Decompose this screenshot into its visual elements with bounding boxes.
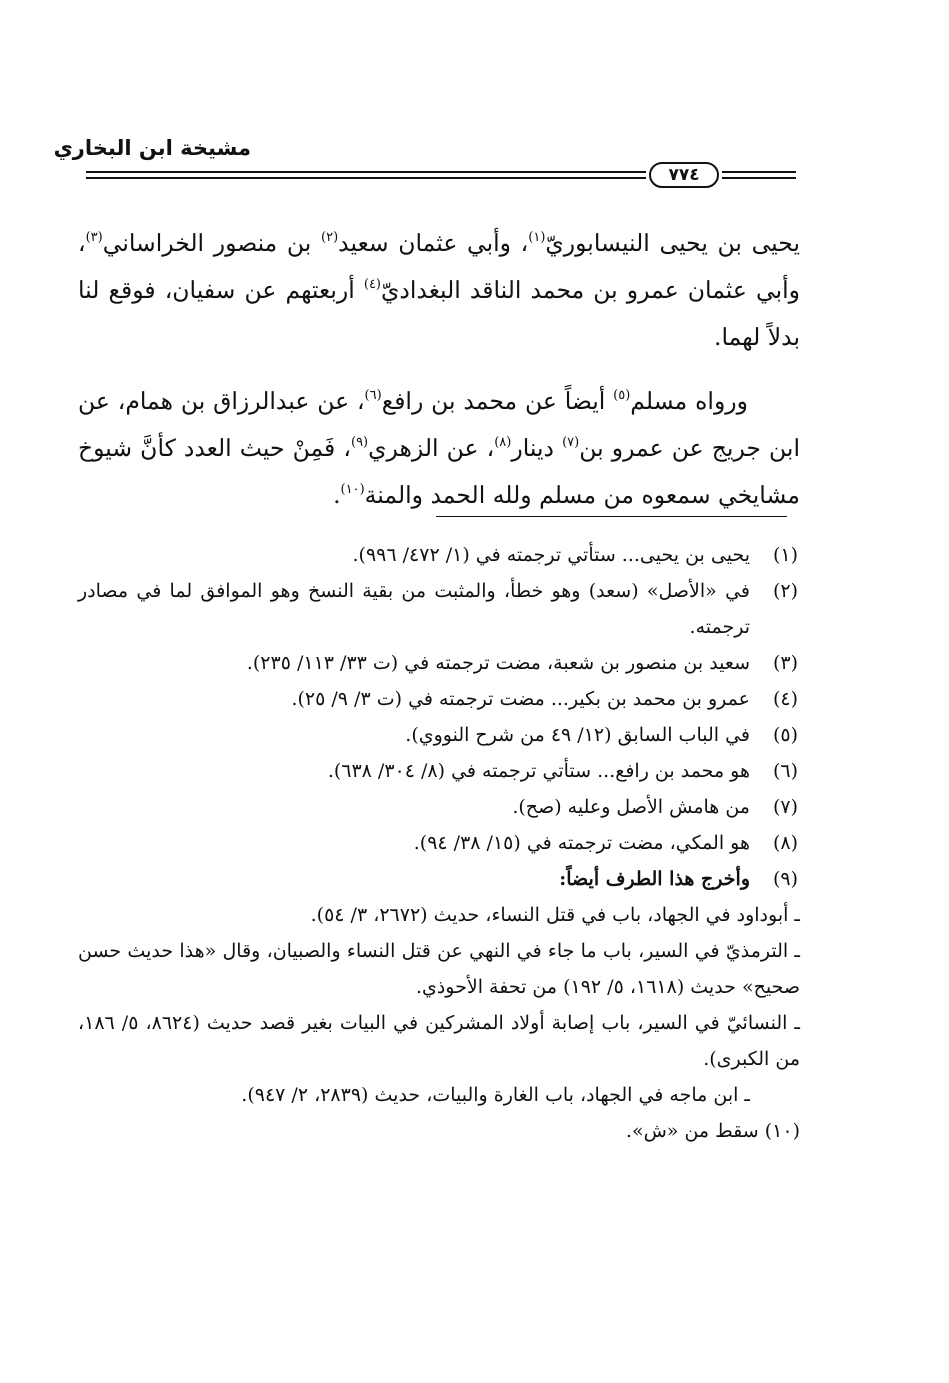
page-number: ٧٧٤ [649, 162, 719, 188]
footnote [78, 789, 800, 825]
footnote-sub-item: ـ أبوداود في الجهاد، باب في قتل النساء، حديث (٢٦٧٢، ٣/ ٥٤). [310, 904, 800, 926]
footnote-text: عمرو بن محمد بن بكير... مضت ترجمته في (ت ٣/ ٩/ ٢٥). [291, 688, 750, 710]
footnote-separator [436, 516, 787, 517]
footnote-ref: (٦) [364, 388, 382, 403]
footnote-ref: (٨) [494, 435, 512, 450]
footnote-number: (٩) [772, 868, 798, 890]
footnote-ref: (١٠) [340, 482, 365, 497]
footnote [78, 753, 800, 789]
footnote-number: (١٠) [764, 1120, 800, 1142]
footnote-number: (٨) [772, 832, 798, 854]
footnote-text: في الباب السابق (١٢/ ٤٩ من شرح النووي). [405, 724, 750, 746]
footnote-number: (٤) [772, 688, 798, 710]
footnote-text: يحيى بن يحيى... ستأتي ترجمته في (١/ ٤٧٢/ ٩٩٦). [352, 544, 750, 566]
footnote-text: في «الأصل» (سعد) وهو خطأ، والمثبت من بقية النسخ وهو الموافق لما في مصادر ترجمته. [78, 580, 750, 638]
footnote-ref: (٩) [350, 435, 369, 450]
footnote-number: (١) [772, 544, 798, 566]
footnote-ref: (٣) [85, 230, 103, 245]
footnote-text: سعيد بن منصور بن شعبة، مضت ترجمته في (ت ٣٣/ ١١٣/ ٢٣٥). [246, 652, 750, 674]
footnote-text: سقط من «ش». [625, 1120, 765, 1142]
footnotes [78, 537, 800, 1149]
footnote-ref: (٧) [562, 435, 580, 450]
footnote-text: هو محمد بن رافع... ستأتي ترجمته في (٨/ ٣٠٤/ ٦٣٨). [327, 760, 750, 782]
running-header-title: مشيخة ابن البخاري [53, 136, 251, 160]
footnote-number: (٣) [772, 652, 798, 674]
footnote [78, 1113, 800, 1149]
footnote [78, 681, 800, 717]
header-rule-top [86, 171, 646, 173]
footnote-ref: (٤) [363, 277, 381, 292]
footnote-number: (٧) [772, 796, 798, 818]
footnote [78, 861, 800, 897]
paragraph: ورواه مسلم$^{(٥)}$ أيضاً عن محمد بن رافع$^{(٦)}$، عن عبدالرزاق بن همام، عن ابن جريج عن عمرو بن$^{(٧)}$ دينار$^{(٨)}$، عن الزهري$^{(٩)}$، فَمِنْ حيث العدد كأنَّ شيوخ مشايخي سمعوه من مسلم ولله الحمد والمنة$^{(١٠)}$. [78, 387, 800, 509]
footnote-number: (٦) [772, 760, 798, 782]
footnote-ref: (٢) [321, 230, 339, 245]
footnote-sub-item: ـ ابن ماجه في الجهاد، باب الغارة والبيات، حديث (٢٨٣٩، ٢/ ٩٤٧). [241, 1084, 750, 1106]
header-rule-bottom [86, 177, 646, 179]
footnote-ref: (١) [528, 230, 546, 245]
footnote-ref: (٥) [613, 388, 631, 403]
footnote-text: من هامش الأصل وعليه (صح). [512, 796, 750, 818]
footnote-sub-item: ـ الترمذيّ في السير، باب ما جاء في النهي عن قتل النساء والصبيان، وقال «هذا حديث حسن صحيح» حديث (١٦١٨، ٥/ ١٩٢) من تحفة الأحوذي. [78, 940, 800, 998]
footnote [78, 717, 800, 753]
footnote [78, 645, 800, 681]
main-text [78, 220, 800, 519]
footnote-text: وأخرج هذا الطرف أيضاً: [559, 868, 750, 890]
footnote-sub-item: ـ النسائيّ في السير، باب إصابة أولاد المشركين في البيات بغير قصد حديث (٨٦٢٤، ٥/ ١٨٦، من الكبرى). [78, 1012, 800, 1070]
header-rule-right-bottom [722, 177, 796, 179]
footnote [78, 573, 800, 645]
footnote-text: هو المكي، مضت ترجمته في (١٥/ ٣٨/ ٩٤). [413, 832, 750, 854]
header-rule-right-top [722, 171, 796, 173]
paragraph: يحيى بن يحيى النيسابوريّ$^{(١)}$، وأبي عثمان سعيد$^{(٢)}$ بن منصور الخراساني$^{(٣)}$، وأبي عثمان عمرو بن محمد الناقد البغداديّ$^{(٤)}$ أربعتهم عن سفيان، فوقع لنا بدلاً لهما. [78, 229, 801, 351]
footnote-number: (٥) [772, 724, 798, 746]
footnote [78, 537, 800, 573]
footnote-number: (٢) [772, 580, 798, 602]
footnote [78, 825, 800, 861]
